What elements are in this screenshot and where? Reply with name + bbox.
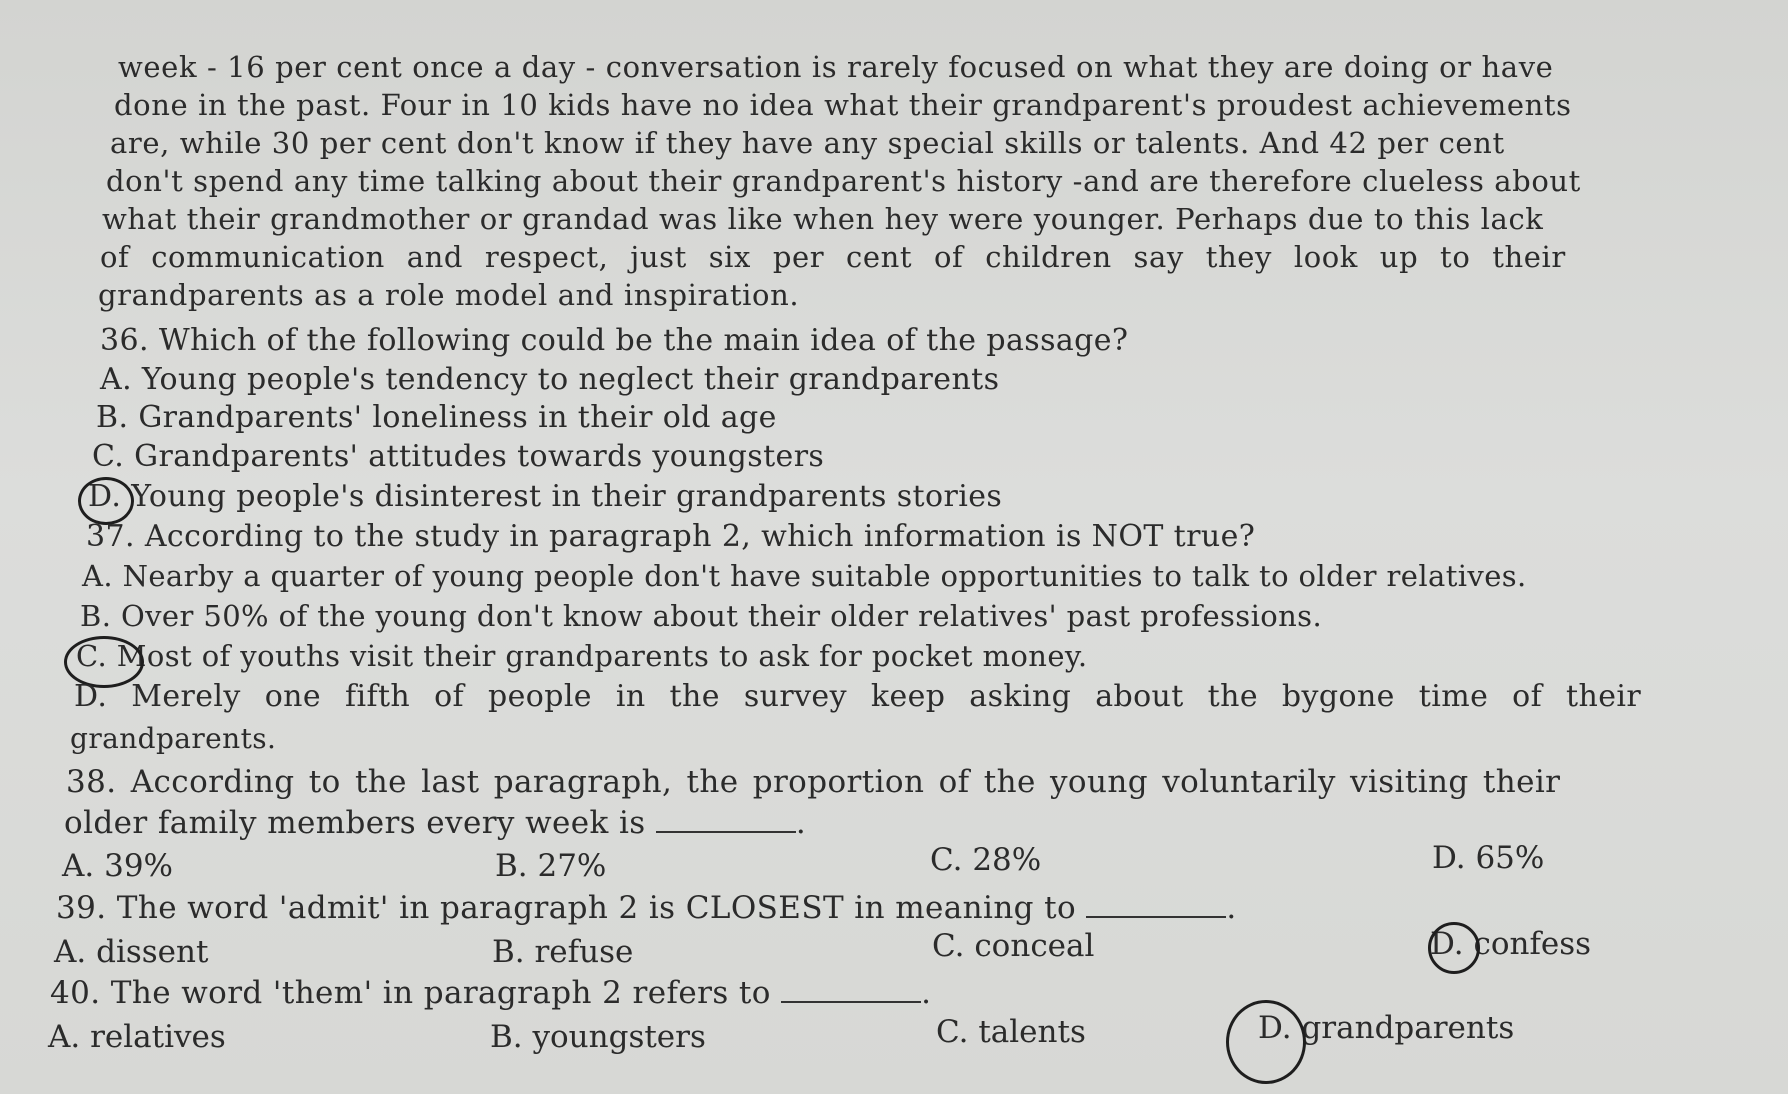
q37-option-b[interactable]: B. Over 50% of the young don't know about their older relatives' past professions. xyxy=(80,599,1323,633)
passage-line: done in the past. Four in 10 kids have no idea what their grandparent's proudest achievements xyxy=(114,88,1572,122)
answer-blank[interactable] xyxy=(1086,892,1226,918)
passage-line: of communication and respect, just six per cent of children say they look up to their xyxy=(100,240,1566,274)
q39-option-d[interactable]: D. confess xyxy=(1430,926,1592,962)
q39-stem-line xyxy=(56,890,1237,926)
q40-stem-end: . xyxy=(921,975,932,1011)
passage-line: grandparents as a role model and inspiration. xyxy=(98,278,800,312)
q39-option-b[interactable]: B. refuse xyxy=(492,934,634,970)
q40-option-b[interactable]: B. youngsters xyxy=(490,1019,706,1055)
q36-option-b[interactable]: B. Grandparents' loneliness in their old age xyxy=(96,400,777,435)
q39-option-a[interactable]: A. dissent xyxy=(54,934,209,970)
q40-option-c[interactable]: C. talents xyxy=(936,1014,1086,1050)
q37-option-c[interactable]: C. Most of youths visit their grandparents to ask for pocket money. xyxy=(76,639,1088,673)
passage-line: what their grandmother or grandad was like when hey were younger. Perhaps due to this lack xyxy=(102,202,1544,236)
q38-stem-cont xyxy=(64,805,806,841)
passage-line: are, while 30 per cent don't know if they have any special skills or talents. And 42 per cent xyxy=(110,126,1505,160)
q38-stem-text: older family members every week is xyxy=(64,805,646,841)
q38-stem-end: . xyxy=(795,805,807,841)
q37-option-a[interactable]: A. Nearby a quarter of young people don't have suitable opportunities to talk to older relatives. xyxy=(82,559,1527,593)
q40-stem-line xyxy=(50,975,931,1011)
q38-option-a[interactable]: A. 39% xyxy=(62,848,173,884)
q40-stem: 40. The word 'them' in paragraph 2 refers to xyxy=(50,975,771,1011)
q37-stem: 37. According to the study in paragraph 2, which information is NOT true? xyxy=(86,519,1256,554)
q38-option-d[interactable]: D. 65% xyxy=(1432,840,1545,876)
q39-stem-end: . xyxy=(1226,890,1237,926)
q40-option-d[interactable]: D. grandparents xyxy=(1258,1010,1515,1046)
q38-option-b[interactable]: B. 27% xyxy=(495,848,607,884)
q37-option-d-cont: grandparents. xyxy=(70,722,277,755)
q39-stem: 39. The word 'admit' in paragraph 2 is CLOSEST in meaning to xyxy=(56,890,1077,926)
answer-blank[interactable] xyxy=(781,977,921,1003)
answer-circle-mark xyxy=(1226,1000,1306,1084)
passage-line: don't spend any time talking about their grandparent's history -and are therefore clueless about xyxy=(106,164,1581,198)
q40-option-a[interactable]: A. relatives xyxy=(48,1019,226,1055)
q37-option-d[interactable]: D. Merely one fifth of people in the survey keep asking about the bygone time of their xyxy=(74,679,1642,714)
answer-circle-mark xyxy=(1428,922,1480,974)
q36-option-d[interactable]: D. Young people's disinterest in their grandparents stories xyxy=(88,479,1003,514)
q38-option-c[interactable]: C. 28% xyxy=(930,842,1042,878)
q36-option-c[interactable]: C. Grandparents' attitudes towards youngsters xyxy=(92,439,825,474)
answer-circle-mark xyxy=(78,477,134,525)
q39-option-c[interactable]: C. conceal xyxy=(932,928,1095,964)
answer-blank[interactable] xyxy=(656,807,796,833)
reading-passage xyxy=(98,48,1581,314)
q38-stem: 38. According to the last paragraph, the proportion of the young voluntarily visiting their xyxy=(66,764,1561,800)
q36-option-a[interactable]: A. Young people's tendency to neglect their grandparents xyxy=(100,362,1000,397)
passage-line: week - 16 per cent once a day - conversation is rarely focused on what they are doing or have xyxy=(118,50,1554,84)
q36-stem: 36. Which of the following could be the main idea of the passage? xyxy=(100,323,1129,358)
